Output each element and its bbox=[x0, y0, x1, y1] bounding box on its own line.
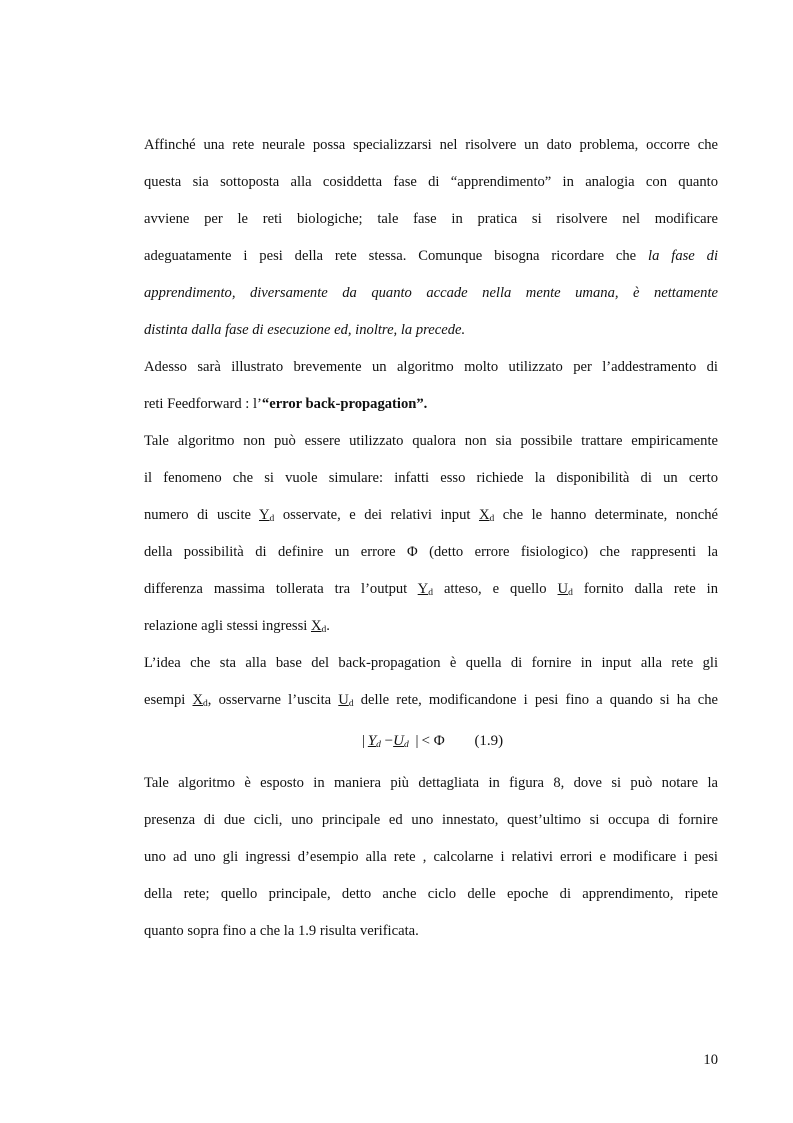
body-text bbox=[144, 129, 718, 952]
p1-line-2: questa sia sottoposta alla cosiddetta fase di “apprendimento” in analogia con quanto bbox=[144, 174, 718, 190]
subscript-d: d bbox=[348, 699, 354, 709]
p4-line-2 bbox=[144, 684, 718, 721]
symbol-Yd bbox=[418, 581, 433, 597]
p3-line-1: Tale algoritmo non può essere utilizzato qualora non sia possibile trattare empiricamente bbox=[144, 433, 718, 449]
p1-line-1: Affinché una rete neurale possa specializzarsi nel risolvere un dato problema, occorre che bbox=[144, 137, 718, 153]
symbol-X: X bbox=[192, 692, 204, 708]
symbol-Xd bbox=[311, 618, 326, 634]
p5-line-2: presenza di due cicli, uno principale ed uno innestato, quest’ultimo si occupa di fornire bbox=[144, 812, 718, 828]
p2-line-2-plain: reti Feedforward : l’ bbox=[144, 396, 262, 412]
subscript-d: d bbox=[321, 625, 327, 635]
p2-line-2-bold: “error back-propagation”. bbox=[261, 396, 428, 412]
subscript-d: d bbox=[203, 699, 208, 709]
p3-line-4: della possibilità di definire un errore Φ (detto errore fisiologico) che rappresenti la bbox=[144, 544, 718, 560]
p3-line-2: il fenomeno che si vuole simulare: infatti esso richiede la disponibilità di un certo bbox=[144, 470, 718, 486]
symbol-Y: Y bbox=[417, 581, 429, 597]
p4-line-2-a: esempi bbox=[144, 692, 186, 708]
p3-line-3-b: osservate, e dei relativi input bbox=[282, 507, 471, 523]
symbol-X: X bbox=[478, 507, 490, 523]
eq-sub-d: d bbox=[376, 740, 381, 750]
subscript-d: d bbox=[269, 514, 275, 524]
p5-line-1: Tale algoritmo è esposto in maniera più dettagliata in figura 8, dove si può notare la bbox=[144, 775, 718, 791]
symbol-U: U bbox=[338, 692, 349, 708]
p4-line-2-b: , osservarne l’uscita bbox=[207, 692, 332, 708]
p3-line-3-c: che le hanno determinate, nonché bbox=[502, 507, 718, 523]
p5-line-3: uno ad uno gli ingressi d’esempio alla rete , calcolarne i relativi errori e modificare i pesi bbox=[144, 849, 718, 865]
p3-line-5-c: fornito dalla rete in bbox=[583, 581, 718, 597]
symbol-U: U bbox=[557, 581, 569, 597]
p4-line-1: L’idea che sta alla base del back-propagation è quella di fornire in input alla rete gli bbox=[144, 655, 718, 671]
symbol-Yd bbox=[259, 507, 274, 523]
p1-line-3: avviene per le reti biologiche; tale fase in pratica si risolvere nel modificare bbox=[144, 211, 718, 227]
symbol-Y: Y bbox=[259, 507, 270, 523]
p3-line-6: relazione agli stessi ingressi $X_d$. bbox=[144, 618, 330, 635]
abs-bar-left: | bbox=[361, 733, 365, 749]
p1-line-6 bbox=[144, 314, 718, 351]
symbol-Ud bbox=[338, 692, 353, 708]
p3-line-5-b: atteso, e quello bbox=[443, 581, 547, 597]
page-number: 10 bbox=[703, 1052, 718, 1068]
p1-line-4-plain: adeguatamente i pesi della rete stessa. Comunque bisogna ricordare che bbox=[144, 248, 637, 264]
p1-line-5-italic: apprendimento, diversamente da quanto accade nella mente umana, è nettamente bbox=[144, 285, 718, 301]
p5-line-5: quanto sopra fino a che la 1.9 risulta verificata. bbox=[144, 923, 419, 939]
p1-line-4-italic: la fase di bbox=[648, 248, 718, 264]
p3-line-5 bbox=[144, 573, 718, 610]
p3-line-5-a: differenza massima tollerata tra l’output bbox=[144, 581, 408, 597]
symbol-Ud bbox=[558, 581, 573, 597]
p1-line-6-italic: distinta dalla fase di esecuzione ed, inoltre, la precede. bbox=[144, 322, 466, 338]
equation-1-9 bbox=[144, 721, 718, 767]
p5-line-4: della rete; quello principale, detto anche ciclo delle epoche di apprendimento, ripete bbox=[144, 886, 718, 902]
abs-bar-right: | bbox=[415, 733, 419, 749]
p1-line-4 bbox=[144, 240, 718, 277]
symbol-X: X bbox=[310, 618, 322, 634]
symbol-Xd bbox=[193, 692, 208, 708]
p4-line-2-c: delle rete, modificandone i pesi fino a quando si ha che bbox=[360, 692, 718, 708]
p3-line-3 bbox=[144, 499, 718, 536]
symbol-Xd bbox=[479, 507, 494, 523]
eq-op: < Φ bbox=[421, 733, 445, 749]
subscript-d: d bbox=[489, 514, 495, 524]
p2-line-1: Adesso sarà illustrato brevemente un algoritmo molto utilizzato per l’addestramento di bbox=[144, 359, 718, 375]
p2-line-2 bbox=[144, 388, 718, 425]
subscript-d: d bbox=[428, 588, 433, 598]
eq-sub-d: d bbox=[403, 740, 409, 750]
p1-line-5 bbox=[144, 277, 718, 314]
equation-number: (1.9) bbox=[474, 733, 504, 749]
p3-line-3-a: numero di uscite bbox=[144, 507, 252, 523]
eq-Y: Y bbox=[367, 733, 377, 749]
eq-U: U bbox=[393, 733, 404, 749]
eq-minus: − bbox=[384, 733, 394, 749]
p3-line-6-a: relazione agli stessi ingressi bbox=[144, 618, 308, 634]
subscript-d: d bbox=[568, 588, 573, 598]
